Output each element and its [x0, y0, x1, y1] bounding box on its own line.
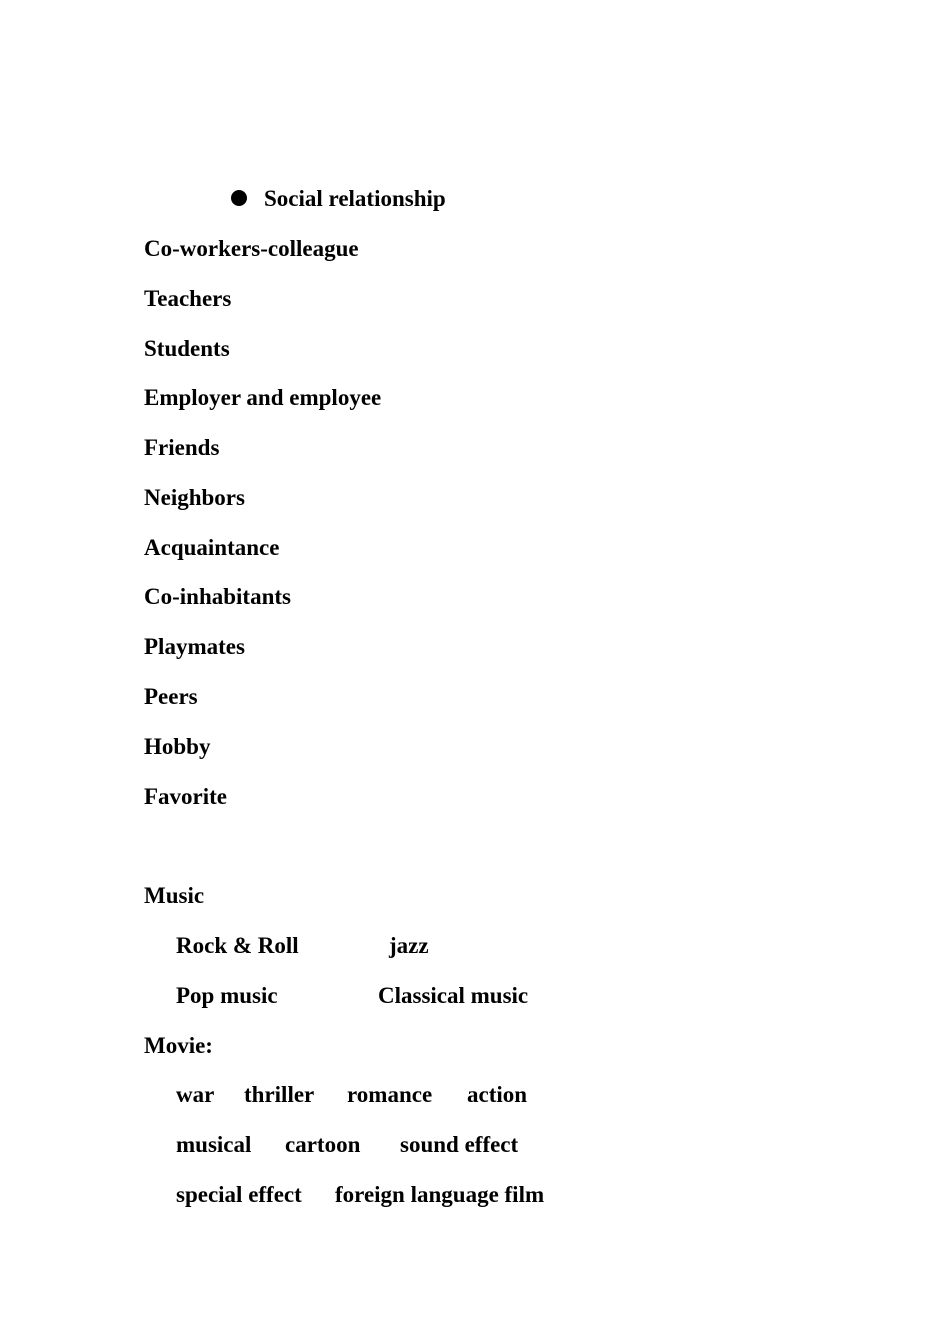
relationship-item: Neighbors [144, 485, 245, 510]
movie-genre: cartoon [285, 1132, 361, 1157]
relationship-item: Friends [144, 435, 220, 460]
relationship-item: Teachers [144, 286, 232, 311]
music-label: Music [144, 883, 205, 908]
music-genre: jazz [389, 933, 429, 958]
movie-genre: action [467, 1082, 528, 1107]
relationship-item: Students [144, 336, 230, 361]
movie-genre: sound effect [400, 1132, 519, 1157]
relationship-item: Employer and employee [144, 385, 382, 410]
relationship-item: Playmates [144, 634, 245, 659]
movie-label: Movie: [144, 1033, 213, 1058]
relationship-item: Co-inhabitants [144, 584, 291, 609]
movie-genre: war [176, 1082, 215, 1107]
relationship-item: Acquaintance [144, 535, 280, 560]
music-genre: Rock & Roll [176, 933, 299, 958]
bullet-icon [231, 190, 247, 206]
music-genre: Classical music [378, 983, 529, 1008]
section-heading: Social relationship [264, 186, 446, 211]
movie-genre: musical [176, 1132, 252, 1157]
relationship-item: Favorite [144, 784, 228, 809]
movie-genre: romance [347, 1082, 433, 1107]
relationship-item: Hobby [144, 734, 211, 759]
movie-genre: thriller [244, 1082, 315, 1107]
movie-genre: foreign language film [335, 1182, 545, 1207]
music-genre: Pop music [176, 983, 278, 1008]
relationship-item: Peers [144, 684, 198, 709]
relationship-item: Co-workers-colleague [144, 236, 359, 261]
movie-genre: special effect [176, 1182, 302, 1207]
